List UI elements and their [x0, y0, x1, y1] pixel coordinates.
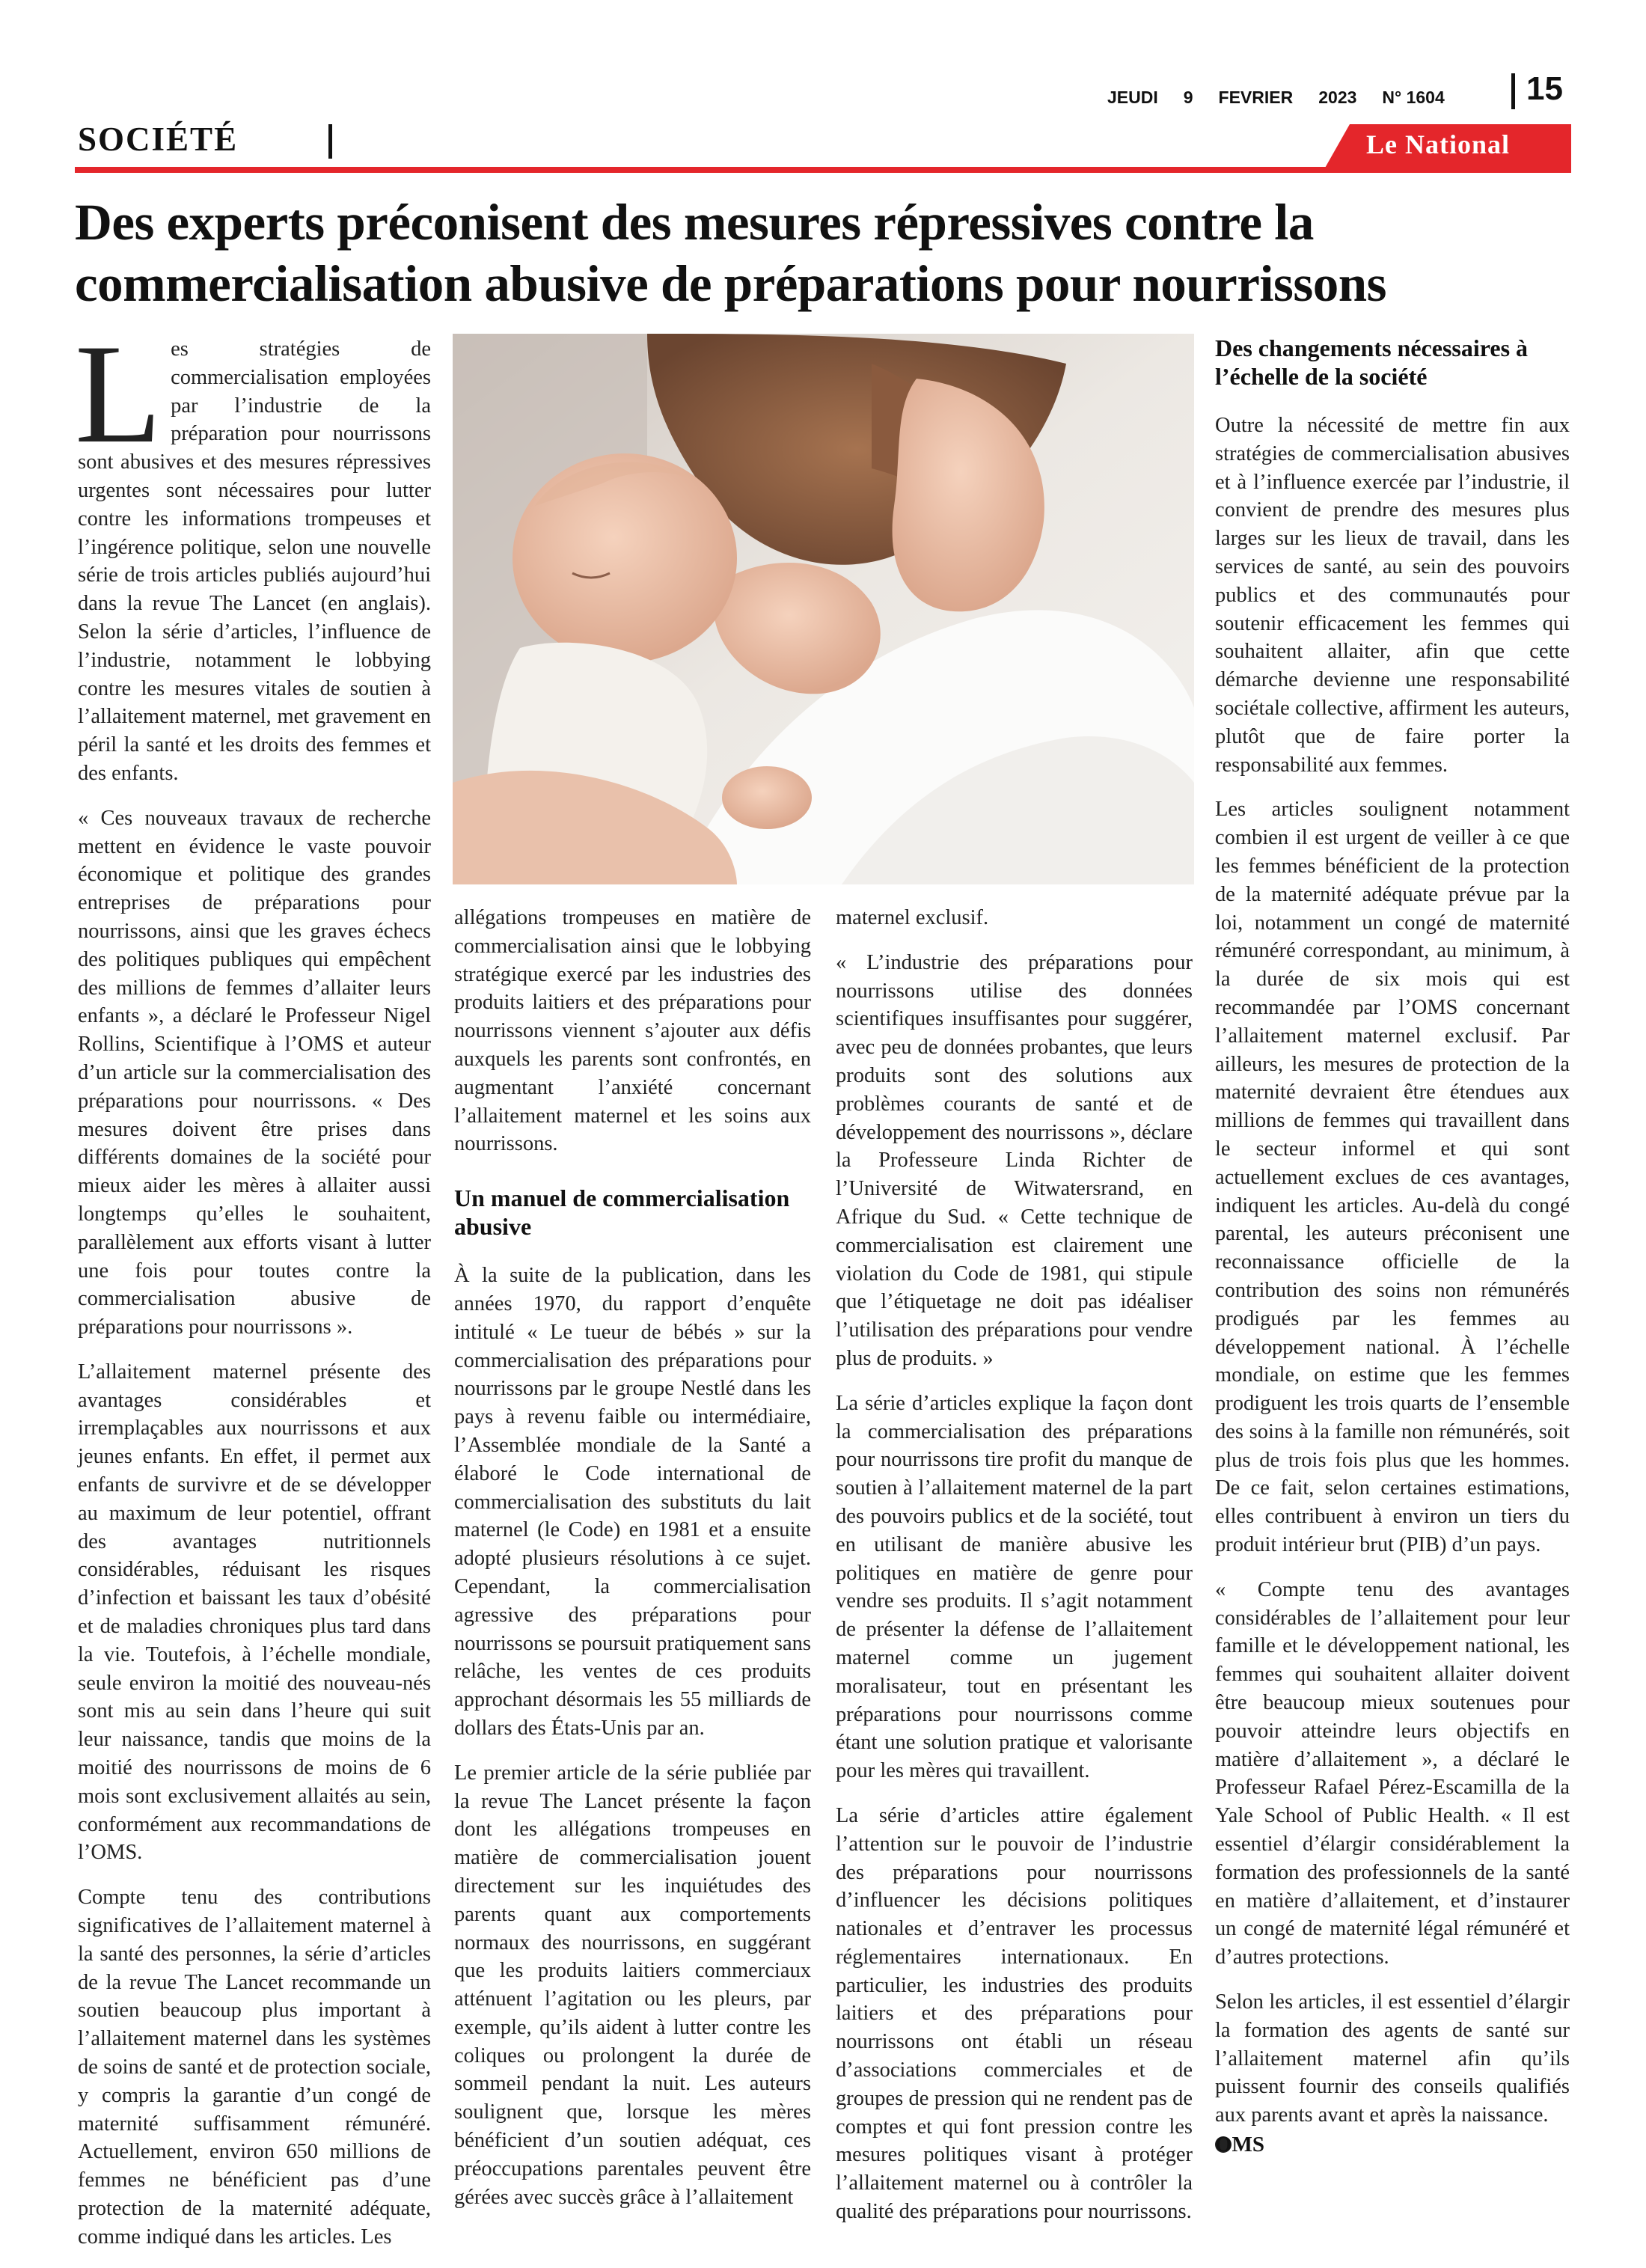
article-column-2 — [454, 904, 811, 2228]
article-column-3 — [836, 904, 1193, 2243]
paragraph: allégations trompeuses en matière de commercialisation ainsi que le lobbying stratégique exercé par les industries des produits laitiers et des préparations pour nourrissons viennent s’ajouter aux défis auxquels les parents sont confrontés, en augmentant l’anxiété concernant l’allaitement maternel et les soins aux nourrissons. — [454, 906, 811, 1156]
paragraph: Le premier article de la série publiée par la revue The Lancet présente la façon dont les allégations trompeuses en matière de commercialisation jouent directement sur les inquiétudes des parents quant aux comportements normaux des nourrissons, en suggérant que les produits laitiers commerciaux atténuent l’agitation ou les pleurs, par exemple, qu’ils aident à lutter contre les coliques ou prolongent la durée de sommeil pendant la nuit. Les auteurs soulignent que, lorsque les mères bénéficient d’un soutien adéquat, ces préoccupations parentales peuvent être gérées avec succès grâce à l’allaitement — [454, 1761, 811, 2209]
intro-text: es stratégies de commercialisation employées par l’industrie de la préparation pour nourrissons sont abusives et des mesures répressives urgentes sont nécessaires pour lutter contre les informations trompeuses et l’ingérence politique, selon une nouvelle série de trois articles publiés aujourd’hui dans la revue The Lancet (en anglais). Selon la série d’articles, l’influence de l’industrie, notamment le lobbying contre les mesures vitales de soutien à l’allaitement maternel, met gravement en péril la santé et les droits des femmes et des enfants. — [78, 337, 431, 785]
paragraph: À la suite de la publication, dans les années 1970, du rapport d’enquête intitulé « Le tueur de bébés » sur la commercialisation des préparations pour nourrissons par le groupe Nestlé dans les pays à revenu faible ou intermédiaire, l’Assemblée mondiale de la Santé a élaboré le Code international de commercialisation des substituts du lait maternel (le Code) en 1981 et a ensuite adopté plusieurs résolutions à ce sujet. Cependant, la commercialisation agressive des préparations pour nourrissons se poursuit pratiquement sans relâche, les ventes de ces produits approchant désormais les 55 milliards de dollars des États-Unis par an. — [454, 1264, 811, 1740]
section-title: SOCIÉTÉ — [78, 120, 239, 158]
paragraph-intro — [75, 316, 431, 788]
photo-illustration — [453, 334, 1194, 884]
paragraph: maternel exclusif. — [836, 906, 989, 929]
paragraph: « L’industrie des préparations pour nourrissons utilise des données scientifiques insuffisantes pour suggérer, avec peu de données probantes, que leurs produits sont des solutions aux problèmes courants de santé et de développement des nourrissons », déclare la Professeure Linda Richter de l’Université de Witwatersrand, en Afrique du Sud. « Cette technique de commercialisation est clairement une violation du Code de 1981, qui stipule que l’étiquetage ne doit pas idéaliser l’utilisation des préparations pour vendre plus de produits. » — [836, 950, 1193, 1370]
issue-year: 2023 — [1318, 87, 1357, 107]
header-rule — [75, 167, 1571, 173]
article-photo-mother-breastfeeding — [453, 334, 1194, 884]
paragraph: Les articles soulignent notamment combien il est urgent de veiller à ce que les femmes bénéficient de la protection de la maternité adéquate prévue par la loi, notamment un congé de maternité rémunéré correspondant, au minimum, à la durée de six mois qui est recommandée par l’OMS concernant l’allaitement maternel exclusif. Par ailleurs, les mesures de protection de la maternité devraient être étendues aux millions de femmes qui travaillent dans le secteur informel et qui sont actuellement exclues de ces avantages, indiquent les articles. Au-delà du congé parental, les auteurs préconisent une reconnaissance officielle de la contribution des soins non rémunérés prodigués par les femmes au développement national. À l’échelle mondiale, on estime que les femmes prodiguent les trois quarts de l’ensemble des soins à la famille non rémunérés, soit plus de trois fois plus que les hommes. De ce fait, selon certaines estimations, elles contribuent à environ un tiers du produit intérieur brut (PIB) d’un pays. — [1215, 798, 1570, 1557]
subheading-changements: Des changements nécessaires à l’échelle de la société — [1215, 334, 1529, 390]
paragraph: Outre la nécessité de mettre fin aux stratégies de commercialisation abusives et à l’influence exercée par l’industrie, il convient de prendre des mesures plus larges sur les lieux de travail, dans les services de santé, au sein des pouvoirs publics et des communautés pour soutenir efficacement les femmes qui souhaitent allaiter, afin que cette démarche devienne une responsabilité sociétale collective, affirment les auteurs, plutôt que de faire porter la responsabilité aux femmes. — [1215, 414, 1570, 777]
issue-month: FEVRIER — [1218, 87, 1294, 107]
drop-cap: L — [75, 316, 162, 473]
paragraph: « Compte tenu des avantages considérables de l’allaitement pour leur famille et le développement national, les femmes qui souhaitent allaiter doivent être beaucoup mieux soutenues pour pouvoir atteindre leurs objectifs en matière d’allaitement », a déclaré le Professeur Rafael Pérez-Escamilla de la Yale School of Public Health. « Il est essentiel d’élargir considérablement la formation des professionnels de la santé en matière d’allaitement, et d’instaurer un congé de maternité légal rémunéré et d’autres protections. — [1215, 1577, 1570, 1969]
paragraph — [1215, 1988, 1570, 2158]
article-column-1 — [75, 316, 431, 2268]
issue-day: JEUDI — [1107, 87, 1158, 107]
subheading-manuel: Un manuel de commercialisation abusive — [454, 1185, 790, 1241]
section-divider — [328, 124, 332, 159]
paragraph: « Ces nouveaux travaux de recherche mettent en évidence le vaste pouvoir économique et politique des grandes entreprises de préparations pour nourrissons, ainsi que les graves échecs des politiques publiques qui empêchent des millions de femmes d’allaiter leurs enfants », a déclaré le Professeur Nigel Rollins, Scientifique à l’OMS et auteur d’un article sur la commercialisation des préparations pour nourrissons. « Des mesures doivent être prises dans différents domaines de la société pour mieux aider les mères à allaiter aussi longtemps qu’elles le souhaitent, parallèlement aux efforts visant à lutter une fois pour toutes contre la commercialisation abusive de préparations pour nourrissons ». — [78, 806, 431, 1339]
issue-dateline — [1107, 84, 1541, 111]
article-column-4 — [1215, 334, 1570, 2174]
issue-number: N° 1604 — [1382, 87, 1445, 107]
page-number-divider — [1511, 73, 1515, 109]
page-number: 15 — [1526, 70, 1563, 107]
issue-date-number: 9 — [1183, 87, 1193, 107]
paragraph: L’allaitement maternel présente des avantages considérables et irremplaçables aux nourrissons et aux jeunes enfants. En effet, il permet aux enfants de survivre et de se développer au maximum de leur potentiel, offrant des avantages nutritionnels considérables, réduisant les risques d’infection et baissant les taux d’obésité et de maladies chroniques plus tard dans la vie. Toutefois, à l’échelle mondiale, seule environ la moitié des nouveau-nés sont mis au sein dans l’heure qui suit leur naissance, tandis que moins de la moitié des nourrissons de moins de 6 mois sont exclusivement allaités au sein, conformément aux recommandations de l’OMS. — [78, 1360, 431, 1865]
closing-text: Selon les articles, il est essentiel d’élargir la formation des agents de santé sur l’allaitement maternel afin qu’ils puissent fournir des conseils qualifiés aux parents avant et après la naissance. — [1215, 1990, 1570, 2127]
paragraph: La série d’articles attire également l’attention sur le pouvoir de l’industrie des préparations pour nourrissons d’influencer les décisions politiques nationales et d’entraver les processus réglementaires internationaux. En particulier, les industries des produits laitiers et des préparations pour nourrissons ont établi un réseau d’associations commerciales et de groupes de pression qui ne rendent pas de comptes et qui font pression contre les mesures politiques visant à protéger l’allaitement maternel ou à contrôler la qualité des préparations pour nourrissons. — [836, 1803, 1193, 2224]
paragraph: Compte tenu des contributions significatives de l’allaitement maternel à la santé des personnes, la série d’articles de la revue The Lancet recommande un soutien beaucoup plus important à l’allaitement maternel dans les systèmes de soins de santé et de protection sociale, y compris la garantie d’un congé de maternité suffisamment rémunéré. Actuellement, environ 650 millions de femmes ne bénéficient pas d’une protection de la maternité adéquate, comme indiqué dans les articles. Les — [78, 1886, 431, 2249]
article-headline: Des experts préconisent des mesures répressives contre la commercialisation abusive de préparations pour nourrissons — [75, 194, 1386, 312]
paragraph: La série d’articles explique la façon dont la commercialisation des préparations pour nourrissons tire profit du manque de soutien à l’allaitement maternel de la part des pouvoirs publics et de la société, tout en utilisant de manière abusive les politiques en matière de genre pour vendre ses produits. Il s’agit notamment de présenter la défense de l’allaitement maternel comme un jugement moralisateur, tout en présentant les préparations pour nourrissons comme étant une solution pratique et valorisante pour les mères qui travaillent. — [836, 1391, 1193, 1783]
article-signature: OMS — [1215, 2133, 1265, 2157]
publication-name: Le National — [1366, 129, 1511, 159]
